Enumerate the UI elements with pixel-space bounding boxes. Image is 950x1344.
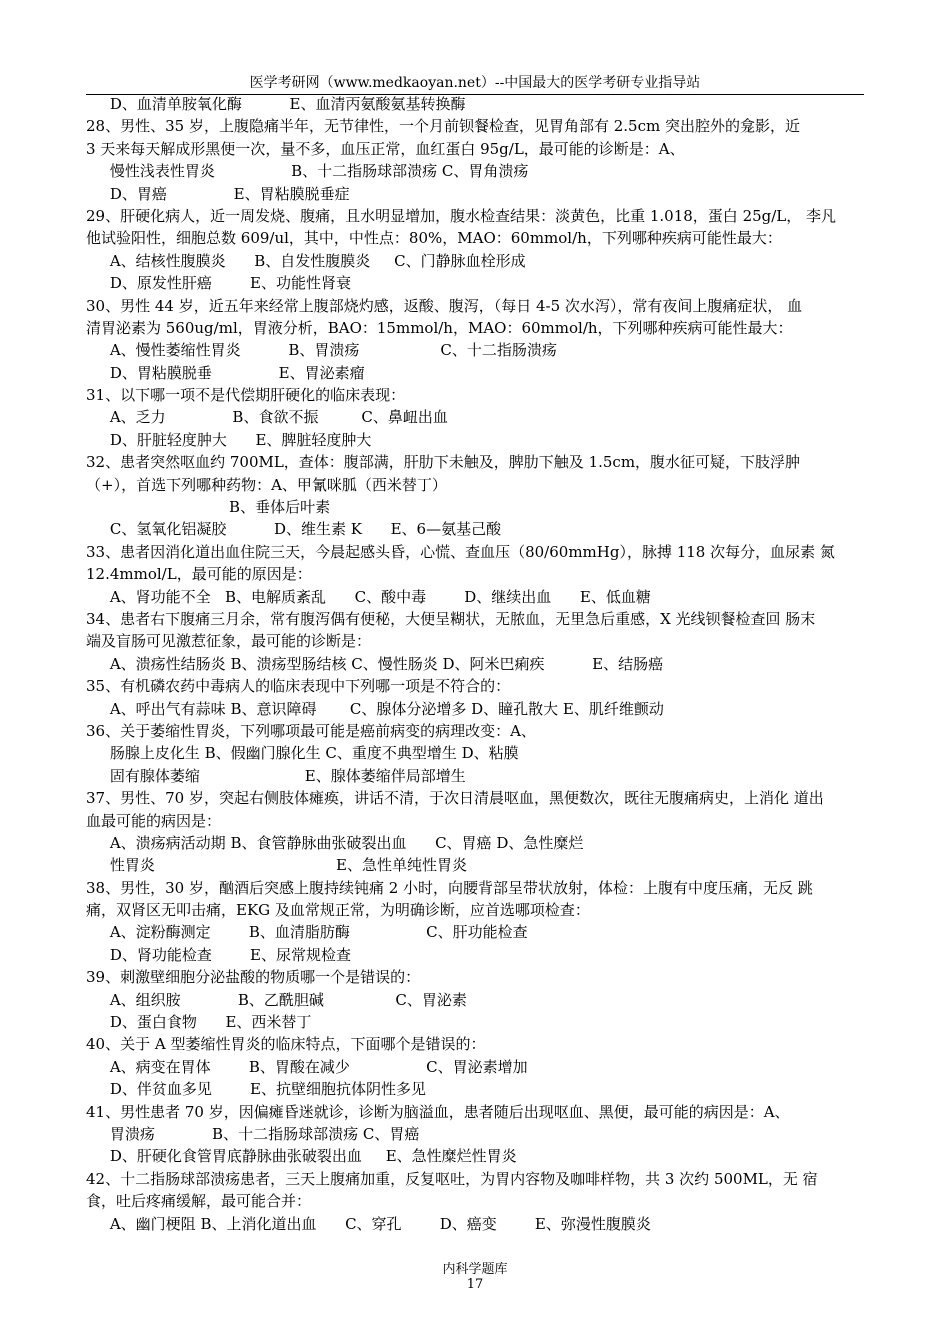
text-line: 39、刺激壁细胞分泌盐酸的物质哪一个是错误的： [86, 968, 421, 987]
text-line: 29、肝硬化病人，近一周发烧、腹痛，且水明显增加，腹水检查结果：淡黄色，比重 1.018，蛋白 25g/L， 李凡 [86, 206, 837, 225]
text-line: 38、男性，30 岁，酗酒后突感上腹持续钝痛 2 小时，向腰背部呈带状放射，体检：上腹有中度压痛，无反 跳 [86, 878, 813, 897]
text-line: D、肾功能检查 E、尿常规检查 [86, 945, 351, 964]
text-line: 35、有机磷农药中毒病人的临床表现中下列哪一项是不符合的： [86, 677, 511, 696]
text-line: 固有腺体萎缩 E、腺体萎缩伴局部增生 [86, 766, 466, 785]
text-line: 痛，双肾区无叩击痛，EKG 及血常规正常，为明确诊断，应首选哪项检查： [86, 901, 590, 920]
page-footer [0, 1262, 950, 1292]
text-line: A、溃疡病活动期 B、食管静脉曲张破裂出血 C、胃癌 D、急性糜烂 [86, 833, 584, 852]
text-line: A、淀粉酶测定 B、血清脂肪酶 C、肝功能检查 [86, 923, 528, 942]
text-line: D、肝硬化食管胃底静脉曲张破裂出血 E、急性糜烂性胃炎 [86, 1147, 517, 1166]
text-line: 30、男性 44 岁，近五年来经常上腹部烧灼感，返酸、腹泻，（每日 4-5 次水泻），常有夜间上腹痛症状， 血 [86, 296, 803, 315]
text-line: A、慢性萎缩性胃炎 B、胃溃疡 C、十二指肠溃疡 [86, 341, 557, 360]
text-line: A、结核性腹膜炎 B、自发性腹膜炎 C、门静脉血栓形成 [86, 251, 526, 270]
text-line: 胃溃疡 B、十二指肠球部溃疡 C、胃癌 [86, 1124, 420, 1143]
text-line: 性胃炎 E、急性单纯性胃炎 [86, 856, 467, 875]
text-line: 端及盲肠可见激惹征象，最可能的诊断是： [86, 632, 372, 651]
text-line: 3 天来每天解成形黑便一次，量不多，血压正常，血红蛋白 95g/L，最可能的诊断是：A、 [86, 139, 685, 158]
page-number: 17 [466, 1277, 484, 1292]
text-line: D、血清单胺氧化酶 E、血清丙氨酸氨基转换酶 [86, 95, 466, 113]
text-line: 32、患者突然呕血约 700ML，查体：腹部满，肝肋下未触及，脾肋下触及 1.5cm，腹水征可疑，下肢浮肿 [86, 453, 801, 472]
text-line: （+），首选下列哪种药物：A、甲氰咪胍（西米替丁） [86, 475, 447, 494]
text-line: D、伴贫血多见 E、抗壁细胞抗体阴性多见 [86, 1080, 426, 1099]
text-line: 31、以下哪一项不是代偿期肝硬化的临床表现： [86, 386, 406, 405]
text-line: A、病变在胃体 B、胃酸在减少 C、胃泌素增加 [86, 1057, 528, 1076]
text-line: D、肝脏轻度肿大 E、脾脏轻度肿大 [86, 430, 372, 449]
text-line: D、胃癌 E、胃粘膜脱垂症 [86, 184, 350, 203]
text-line: A、乏力 B、食欲不振 C、鼻衄出血 [86, 408, 448, 427]
text-line: 12.4mmol/L，最可能的原因是： [86, 565, 312, 584]
text-line: A、组织胺 B、乙酰胆碱 C、胃泌素 [86, 990, 467, 1009]
text-line: A、溃疡性结肠炎 B、溃疡型肠结核 C、慢性肠炎 D、阿米巴痢疾 E、结肠癌 [86, 654, 664, 673]
text-line: 34、患者右下腹痛三月余，常有腹泻偶有便秘，大便呈糊状，无脓血，无里急后重感，X 光线钡餐检查回 肠末 [86, 609, 816, 628]
text-line: 42、十二指肠球部溃疡患者，三天上腹痛加重，反复呕吐，为胃内容物及咖啡样物，共 3 次约 500ML，无 宿 [86, 1169, 818, 1188]
text-line: 肠腺上皮化生 B、假幽门腺化生 C、重度不典型增生 D、粘膜 [86, 744, 519, 763]
text-line: 慢性浅表性胃炎 B、十二指肠球部溃疡 C、胃角溃疡 [86, 162, 529, 181]
text-line: 28、男性、35 岁，上腹隐痛半年，无节律性，一个月前钡餐检查，见胃角部有 2.5cm 突出腔外的龛影，近 [86, 117, 800, 136]
text-line: D、原发性肝癌 E、功能性肾衰 [86, 274, 351, 293]
footer-title: 内科学题库 [442, 1262, 508, 1277]
text-line: 40、关于 A 型萎缩性胃炎的临床特点，下面哪个是错误的： [86, 1035, 486, 1054]
text-line: D、胃粘膜脱垂 E、胃泌素瘤 [86, 363, 365, 382]
question-content [86, 93, 864, 1235]
text-line: 41、男性患者 70 岁，因偏瘫昏迷就诊，诊断为脑溢血，患者随后出现呕血、黑便，最可能的病因是：A、 [86, 1102, 790, 1121]
text-line: 血最可能的病因是： [86, 811, 222, 830]
text-line: A、呼出气有蒜味 B、意识障碍 C、腺体分泌增多 D、瞳孔散大 E、肌纤维颤动 [86, 699, 664, 718]
text-line: 清胃泌素为 560ug/ml，胃液分析，BAO：15mmol/h，MAO：60mmol/h，下列哪种疾病可能性最大： [86, 318, 793, 337]
page-header: 医学考研网（www.medkaoyan.net）--中国最大的医学考研专业指导站 [86, 74, 864, 95]
text-line: 33、患者因消化道出血住院三天，今晨起感头昏，心慌、查血压（80/60mmHg），脉搏 118 次每分，血尿素 氮 [86, 542, 835, 561]
text-line: C、氢氧化铝凝胶 D、维生素 K E、6—氨基己酸 [86, 520, 502, 539]
text-line: A、幽门梗阻 B、上消化道出血 C、穿孔 D、癌变 E、弥漫性腹膜炎 [86, 1214, 651, 1233]
text-line: 37、男性、70 岁，突起右侧肢体瘫痪，讲话不清，于次日清晨呕血，黑便数次，既往无腹痛病史，上消化 道出 [86, 789, 824, 808]
text-line: A、肾功能不全 B、电解质紊乱 C、酸中毒 D、继续出血 E、低血糖 [86, 587, 651, 606]
text-line: 36、关于萎缩性胃炎，下列哪项最可能是癌前病变的病理改变：A、 [86, 721, 536, 740]
text-line: D、蛋白食物 E、西米替丁 [86, 1013, 312, 1032]
text-line: B、垂体后叶素 [86, 498, 331, 517]
text-line: 他试验阳性，细胞总数 609/ul，其中，中性点：80%，MAO：60mmol/h，下列哪种疾病可能性最大： [86, 229, 782, 248]
text-line: 食，吐后疼痛缓解，最可能合并： [86, 1192, 312, 1211]
